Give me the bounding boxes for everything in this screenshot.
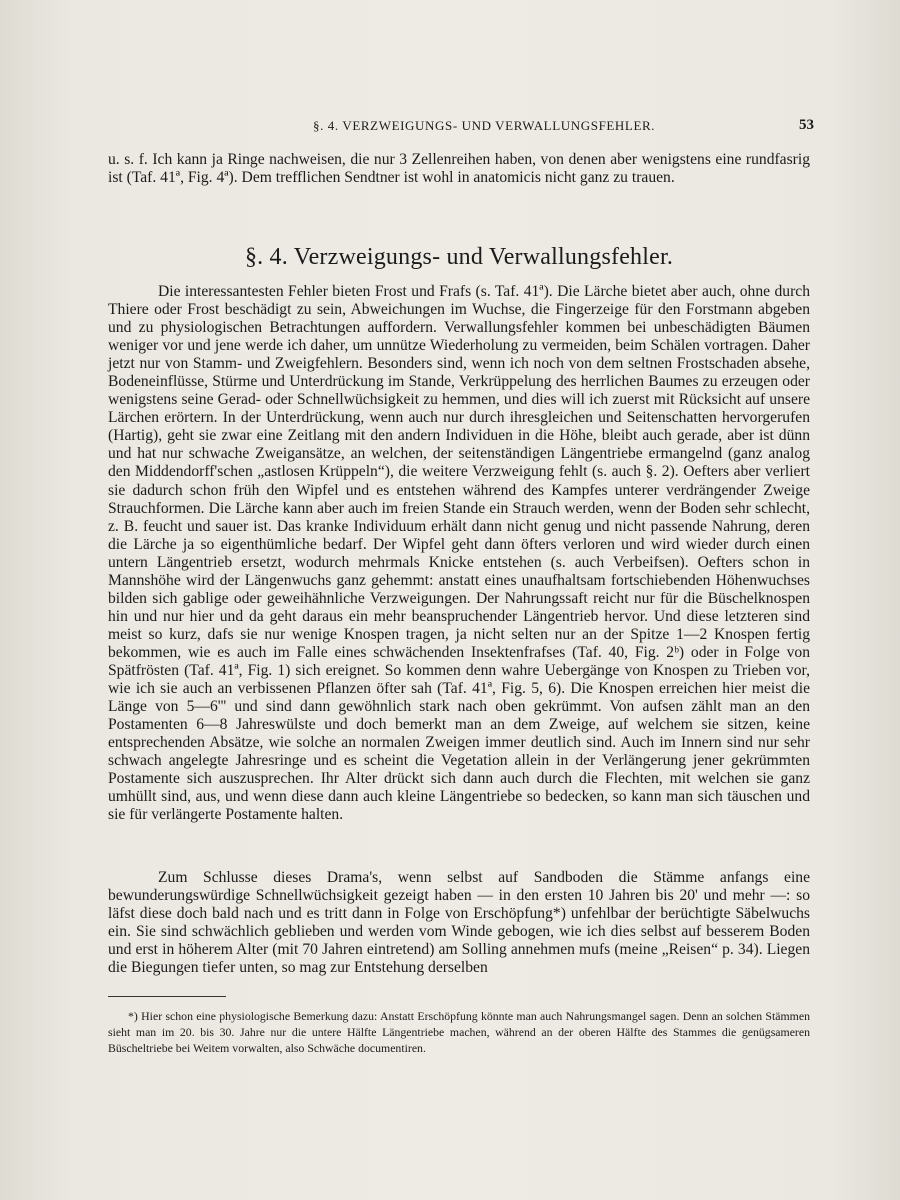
main-paragraph: Die interessantesten Fehler bieten Frost und Frafs (s. Taf. 41ª). Die Lärche bietet aber auch, ohne durch Thiere oder Frost beschädigt zu sein, Abweichungen im Wuchse, die Fingerzeige für den Forstmann abgeben und zu physiologischen Betrachtungen auffordern. Verwallungsfehler kommen bei unbeschädigten Bäumen weniger vor und jene werde ich daher, um unnütze Wiederholung zu vermeiden, beim Schälen vortragen. Daher jetzt nur von Stamm- und Zweigfehlern. Besonders sind, wenn ich noch von dem seltnen Frostschaden absehe, Bodeneinflüsse, Stürme und Unterdrückung im Stande, Verkrüppelung des herrlichen Baumes zu erzeugen oder wenigstens seine Gerad- oder Schnellwüchsigkeit zu hemmen, und dies will ich zuerst mit Rücksicht auf unsere Lärchen erörtern. In der Unterdrückung, wenn auch nur durch ihresgleichen und Seitenschatten hervorgerufen (Hartig), geht sie zwar eine Zeitlang mit den andern Individuen in die Höhe, bleibt auch gerade, aber ist dünn und hat nur schwache Zweigansätze, an welchen, der seitenständigen Längentriebe ermangelnd (ganz analog den Middendorff'schen „astlosen Krüppeln“), die weitere Verzweigung fehlt (s. auch §. 2). Oefters aber verliert sie dadurch schon früh den Wipfel und es entstehen während des Kampfes unterer verdrängender Zweige Strauchformen. Die Lärche kann aber auch im freien Stande ein Strauch werden, wenn der Boden sehr schlecht, z. B. feucht und sauer ist. Das kranke Individuum erhält dann nicht genug und nicht passende Nahrung, deren die Lärche ja so eigenthümliche bedarf. Der Wipfel geht dann öfters verloren und wird wieder durch einen untern Längentrieb ersetzt, wodurch mehrmals Knicke entstehen (s. auch Verbeifsen). Oefters schon in Mannshöhe wird der Längenwuchs ganz gehemmt: anstatt eines unaufhaltsam fortschiebenden Höhenwuchses bilden sich gablige oder geweihähnliche Verzweigungen. Der Nahrungssaft reicht nur für die Büschelknospen hin und nur hier und da geht daraus ein mehr beanspruchender Längentrieb hervor. Und diese letzteren sind meist so kurz, dafs sie nur wenige Knospen tragen, ja nicht selten nur an der Spitze 1—2 Knospen fertig bekommen, wie es auch im Falle eines schwächenden Insektenfrafses (Taf. 40, Fig. 2ᵇ) oder in Folge von Spätfrösten (Taf. 41ª, Fig. 1) sich ereignet. So kommen denn wahre Uebergänge von Knospen zu Trieben vor, wie ich sie auch an verbissenen Pflanzen öfter sah (Taf. 41ª, Fig. 5, 6). Die Knospen erreichen hier meist die Länge von 5—6''' und sind dann gewöhnlich stark nach oben gekrümmt. Von aufsen zählt man an den Postamenten 6—8 Jahreswülste und doch bemerkt man an dem Zweige, auf welchem sie sitzen, keine entsprechenden Absätze, wie solche an normalen Zweigen immer deutlich sind. Auch im Innern sind nur sehr schwach angelegte Jahresringe und es scheint die Vegetation allein in der Verlängerung jener gekrümmten Postamente sich auszusprechen. Ihr Alter drückt sich dann auch durch die Flechten, mit welchen sie ganz umhüllt sind, aus, und wenn diese dann auch kleine Längentriebe so bedecken, so kann man sich täuschen und sie für verlängerte Postamente halten. xyxy=(108,283,810,824)
page-number: 53 xyxy=(799,117,814,133)
running-head xyxy=(108,118,814,138)
footnote-divider xyxy=(108,996,226,997)
footnote: *) Hier schon eine physiologische Bemerkung dazu: Anstatt Erschöpfung könnte man auch Nahrungsmangel sagen. Denn an solchen Stämmen sieht man im 20. bis 30. Jahre nur die untere Hälfte Längentriebe machen, während an der oberen Hälfte des Stammes die genügsameren Büscheltriebe bei Weitem vorwalten, also Schwäche documentiren. xyxy=(108,1009,810,1055)
continued-paragraph: u. s. f. Ich kann ja Ringe nachweisen, die nur 3 Zellenreihen haben, von denen aber wenigstens eine rundfasrig ist (Taf. 41ª, Fig. 4ª). Dem trefflichen Sendtner ist wohl in anatomicis nicht ganz zu trauen. xyxy=(108,151,810,187)
running-title: §. 4. VERZWEIGUNGS- UND VERWALLUNGSFEHLER. xyxy=(313,118,656,133)
section-heading: §. 4. Verzweigungs- und Verwallungsfehler. xyxy=(244,244,674,270)
last-paragraph: Zum Schlusse dieses Drama's, wenn selbst auf Sandboden die Stämme anfangs eine bewunderungswürdige Schnellwüchsigkeit gezeigt haben — in den ersten 10 Jahren bis 20' und mehr —: so läfst diese doch bald nach und es tritt dann in Folge von Erschöpfung*) unfehlbar der berüchtigte Säbelwuchs ein. Sie sind schwächlich geblieben und werden vom Winde gebogen, wie ich dies selbst auf besserem Boden und erst in höherem Alter (mit 70 Jahren eintretend) am Solling annehmen mufs (meine „Reisen“ p. 34). Liegen die Biegungen tiefer unten, so mag zur Entstehung derselben xyxy=(108,869,810,977)
